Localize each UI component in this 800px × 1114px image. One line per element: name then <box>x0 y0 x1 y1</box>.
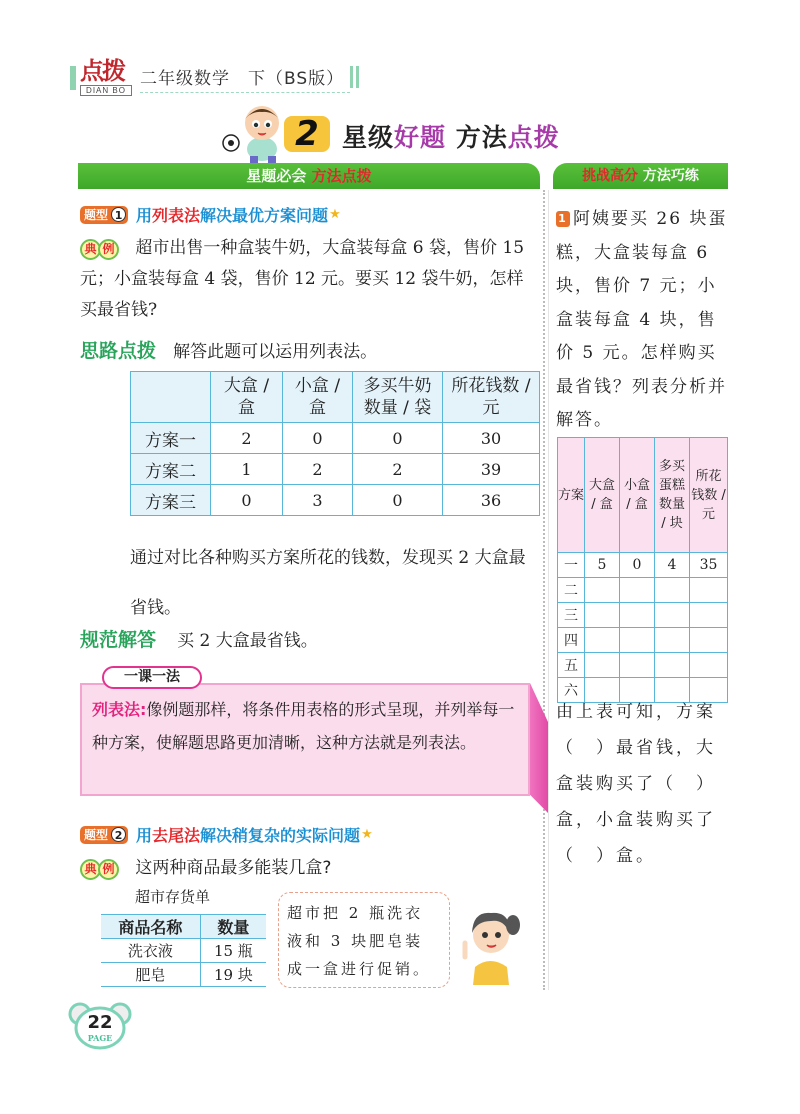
column-divider-line <box>548 190 549 990</box>
table-row: 方案一 2 0 0 30 <box>131 423 540 454</box>
header-decor-bars <box>350 66 362 92</box>
hint-label: 思路点拨 <box>80 340 157 362</box>
inventory-table <box>101 914 266 987</box>
example-badge: 典 例 <box>80 859 116 880</box>
logo-text: 点拨 <box>80 56 124 85</box>
page-number: 22 <box>87 1012 113 1033</box>
question-type-title: 用列表法解决最优方案问题 <box>136 206 329 225</box>
answer-row <box>80 625 318 657</box>
tip-text: 列表法:像例题那样，将条件用表格的形式呈现，并列举每一种方案，使解题思路更加清晰，这种方法就是列表法。 <box>92 700 515 752</box>
table-row[interactable]: 四 <box>558 628 728 653</box>
header-accent-bar <box>70 66 76 90</box>
page-label: PAGE <box>87 1033 113 1043</box>
table-row: 方案二 1 2 2 39 <box>131 454 540 485</box>
question-type-badge: 题型 1 <box>80 206 128 224</box>
question-type-title: 用去尾法解决稍复杂的实际问题 <box>136 826 361 845</box>
table-row: 洗衣液 15 瓶 <box>101 939 266 963</box>
exercise-answer-blanks[interactable]: 由上表可知，方案（ ）最省钱，大盒装购买了（ ）盒，小盒装购买了（ ）盒。 <box>556 702 716 866</box>
question-type-badge: 题型 2 <box>80 826 128 844</box>
table-row[interactable]: 五 <box>558 653 728 678</box>
right-column-banner: 挑战高分 方法巧练 <box>553 163 728 189</box>
boy-mascot-icon <box>222 103 292 165</box>
answer-text: 买 2 大盒最省钱。 <box>177 631 318 651</box>
star-icon: ★ <box>361 827 373 842</box>
table-row: 方案三 0 3 0 36 <box>131 485 540 516</box>
table-header-row: 方案 大盒 / 盒 小盒 / 盒 多买蛋糕数量 / 块 所花钱数 / 元 <box>558 438 728 553</box>
table-row: 肥皂 19 块 <box>101 963 266 987</box>
table-row: 一 5 0 4 35 <box>558 553 728 578</box>
girl-character-icon <box>455 895 525 985</box>
hint-text: 解答此题可以运用列表法。 <box>173 342 378 362</box>
question-type-2-header <box>80 823 373 846</box>
example-badge: 典 例 <box>80 239 116 260</box>
section-title: 星级好题 方法点拨 <box>342 123 560 152</box>
exercise-table <box>557 437 728 703</box>
plan-comparison-table <box>130 371 540 516</box>
conclusion-text: 通过对比各种购买方案所花的钱数，发现买 2 大盒最省钱。 <box>130 548 526 618</box>
inventory-caption: 超市存货单 <box>135 888 211 906</box>
book-title: 二年级数学 下（BS版） <box>140 69 345 89</box>
exercise-number-badge: 1 <box>556 211 570 227</box>
speech-bubble: 超市把 2 瓶洗衣液和 3 块肥皂装成一盒进行促销。 <box>278 892 450 988</box>
example-1-text: 超市出售一种盒装牛奶，大盒装每盒 6 袋，售价 15 元；小盒装每盒 4 袋，售价 12 元。要买 12 袋牛奶，怎样买最省钱? <box>80 238 525 320</box>
exercise-1-text: 1 阿姨要买 26 块蛋糕，大盒装每盒 6 块，售价 7 元；小盒装每盒 4 块，售价 5 元。怎样购买最省钱？列表分析并解答。 <box>556 209 728 430</box>
example-2-text: 这两种商品最多能装几盒? <box>135 858 332 878</box>
star-icon: ★ <box>329 207 341 222</box>
logo-subtext: DIAN BO <box>80 85 132 96</box>
answer-label: 规范解答 <box>80 629 157 651</box>
table-header-row: 大盒 / 盒 小盒 / 盒 多买牛奶数量 / 袋 所花钱数 / 元 <box>131 372 540 423</box>
table-header-row: 商品名称 数量 <box>101 915 266 939</box>
table-row[interactable]: 二 <box>558 578 728 603</box>
example-1 <box>80 233 540 326</box>
header-dotted-rule <box>140 92 350 93</box>
brand-logo <box>80 58 132 98</box>
table-row[interactable]: 六 <box>558 678 728 703</box>
hint-row <box>80 336 377 368</box>
example-2 <box>80 853 540 884</box>
section-number-badge: 2 <box>284 116 330 152</box>
question-type-1-header <box>80 203 341 226</box>
column-divider <box>543 190 547 990</box>
left-column-banner: 星题必会 方法点拨 <box>78 163 540 189</box>
tip-tab-label: 一课一法 <box>102 666 202 689</box>
table-row[interactable]: 三 <box>558 603 728 628</box>
